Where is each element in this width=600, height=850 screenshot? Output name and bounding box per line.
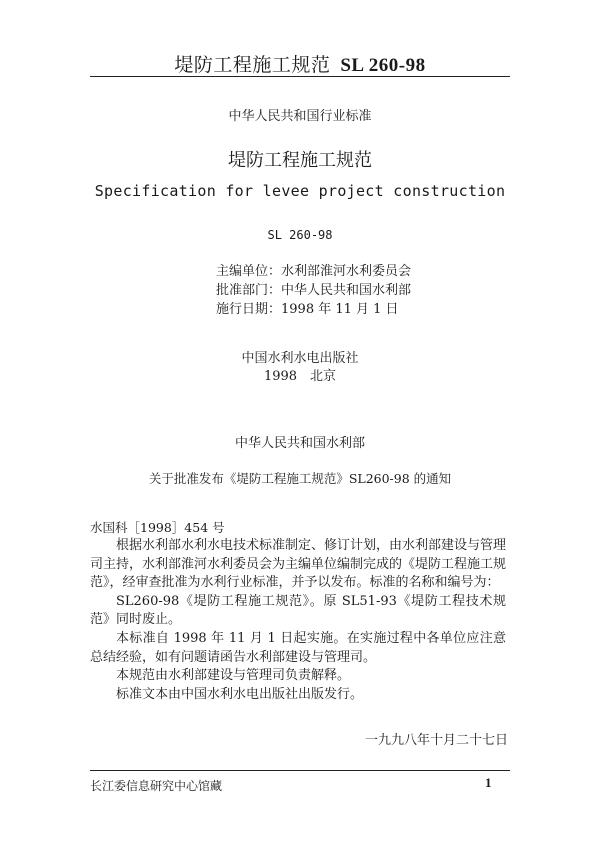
header-code: SL 260-98 [340,55,426,76]
page-header [0,50,600,77]
notice-title: 关于批准发布《堤防工程施工规范》SL260-98 的通知 [148,471,452,486]
chief-editor-unit: 主编单位：水利部淮河水利委员会 [216,264,412,279]
publisher: 中国水利水电出版社 [241,351,359,366]
notice-body [90,537,506,704]
industry-standard-label: 中华人民共和国行业标准 [228,109,372,124]
approval-department: 批准部门：中华人民共和国水利部 [216,283,412,298]
notice-paragraph: 标准文本由中国水利水电出版社出版发行。 [116,686,364,702]
document-number: 水国科［1998］454 号 [90,520,225,535]
effective-date: 施行日期：1998 年 11 月 1 日 [216,302,399,317]
notice-paragraph: 根据水利部水利水电技术标准制定、修订计划，由水利部建设与管理司主持，水利部淮河水利委员会为主编单位编制完成的《堤防工程施工规范》，经审查批准为水利行业标准，并予以发布。标准的名称和编号为： [90,538,507,591]
document-title-cn: 堤防工程施工规范 [228,150,372,171]
page-number: 1 [485,775,492,790]
notice-paragraph: SL260-98《堤防工程施工规范》。原 SL51-93《堤防工程技术规范》同时废止。 [90,593,506,628]
collection-label: 长江委信息研究中心馆藏 [90,779,223,793]
issuing-ministry: 中华人民共和国水利部 [234,436,365,451]
header-title: 堤防工程施工规范 [174,54,331,76]
header-divider [90,76,510,77]
document-title-en: Specification for levee project construction [94,182,506,200]
publication-year-place: 1998 北京 [263,369,337,384]
signature-date: 一九九八年十月二十七日 [364,733,508,748]
standard-code: SL 260-98 [267,228,333,242]
notice-paragraph: 本标准自 1998 年 11 月 1 日起实施。在实施过程中各单位应注意总结经验，如有问题请函告水利部建设与管理司。 [90,630,506,665]
footer-divider [90,770,510,771]
notice-paragraph: 本规范由水利部建设与管理司负责解释。 [116,668,351,684]
